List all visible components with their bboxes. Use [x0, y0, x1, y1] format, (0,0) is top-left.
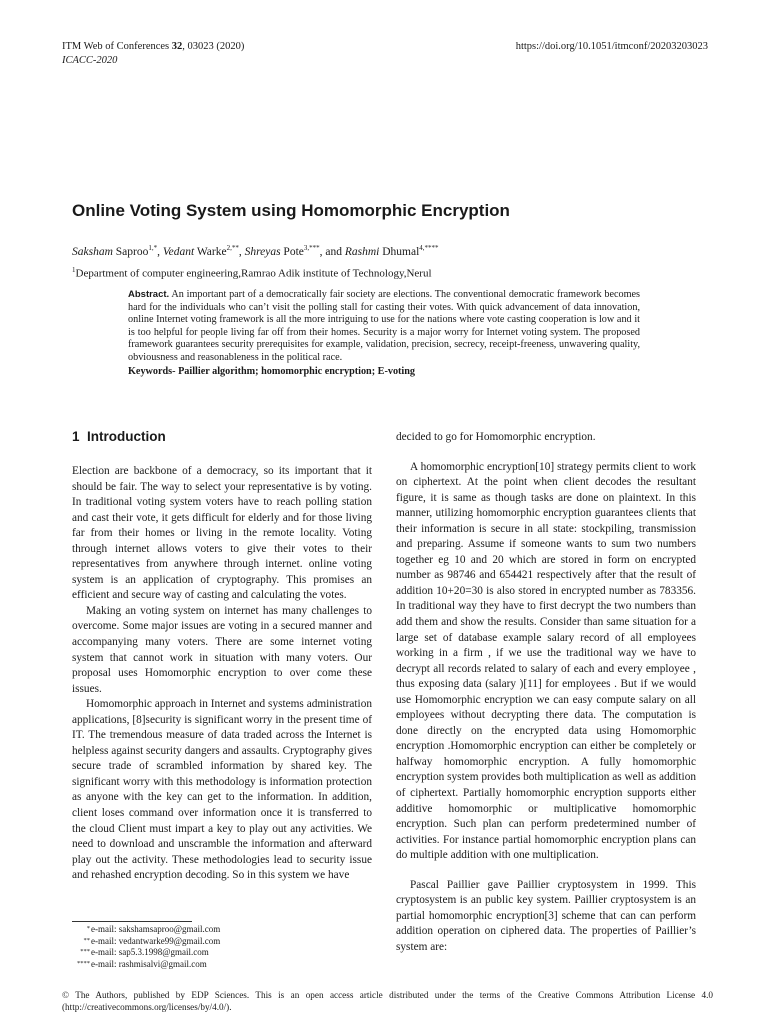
- journal-citation: ITM Web of Conferences 32, 03023 (2020): [62, 41, 245, 52]
- author: Rashmi Dhumal$^{4,****}$: [344, 244, 439, 258]
- body-paragraph: Making an voting system on internet has many challenges to overcome. Some major issues are voting in a secured manner and accompanying many voters. There are some internet voting system that cannot work in situation with many voters. Our proposal uses Homomorphic encryption to over come these issues.: [72, 604, 372, 695]
- footnotes: [72, 924, 220, 970]
- footnote: ** e-mail: vedantwarke99@gmail.com: [83, 935, 221, 946]
- author: Vedant Warke$^{2,**}$,: [162, 244, 245, 258]
- volume-number: 32: [171, 41, 183, 52]
- abstract-label: Abstract.: [128, 289, 170, 300]
- license-footer: © The Authors, published by EDP Sciences. This is an open access article distributed under the terms of the Creative Commons Attribution License 4.0 (http://creativecommons.org/licenses/by/4.0/).: [62, 990, 713, 1012]
- paper-title: Online Voting System using Homomorphic Encryption: [72, 201, 510, 220]
- body-paragraph: A homomorphic encryption[10] strategy permits client to work on ciphertext. At the point when client decodes the resultant figure, it is same as though tasks are done on plaintext. In this manner, utilizing homomorphic encryption guarantees clients that their information is secure in all state: stockpiling, transmission and preparing. Assume if someone wants to sum two numbers together eg 10 and 20 which are stored in form on encrypted number as 98746 and 654421 respectively after that the result of addition 10+20=30 is also stored in encrypted number as 783356. In traditional way they have to first decrypt the two numbers than add them and show the results. Consider than same situation for a large set of database example salary record of all employees working in a firm , if we use the traditional way we have to decrypt all records related to salary of each and every employee , thus exposing data (salary )[11] for employees . But if we would use Homomorphic encryption we can easy compute salary on all employees without decrypting there data. The computation is done directly on the encrypted data using Homomorphic encryption .Homomorphic encryption can either be completely or halfway homomorphic encryption. A fully homomorphic encryption system provides both multiplication as well as addition of ciphertext. Partially homomorphic encryption supports either additive homomorphic or multiplicative homomorphic encryption. Such plan can perform predetermined number of activities. For instance partial homomorphic encryption plans can do multiple addition with one multiplication.: [396, 460, 696, 862]
- running-header-left: [62, 40, 244, 68]
- author-list: [72, 241, 439, 260]
- section-heading: 1 Introduction: [72, 429, 166, 444]
- footnote: * e-mail: sakshamsaproo@gmail.com: [86, 924, 221, 934]
- abstract: [128, 289, 640, 378]
- abstract-body: Abstract. An important part of a democratically fair society are elections. The conventional democratic framework becomes hard for the individuals who can’t visit the polling stall for casting their votes. With quick advancement of data innovation, online Internet voting framework is all the more intriguing to use for the nations where vote casting cooperation is low and it is too helpful for people living far off from their homes. Security is a major worry for Internet voting system. The proposed framework guarantees security prerequisites for example, validation, precision, secrecy, receipt-freeness, unwavering quality, obviousness and reasonableness in the political race.: [128, 289, 640, 363]
- author: Saksham Saproo$^{1,*}$,: [72, 244, 163, 258]
- footnote: *** e-mail: sap5.3.1998@gmail.com: [80, 947, 209, 958]
- keywords: Keywords- Paillier algorithm; homomorphic encryption; E-voting: [128, 365, 416, 377]
- body-paragraph: decided to go for Homomorphic encryption.: [396, 431, 596, 443]
- body-paragraph: Homomorphic approach in Internet and systems administration applications, [8]security is significant worry in the present time of IT. The tremendous measure of data traded across the Internet is helpless against security dangers and assaults. Cryptography gives secure trade of scrambled information by shared key. The significant worry with this methodology is information protection as anyone with the key can get to the information. In addition, client loses command over information once it is transferred to the cloud Client must impart a key to play out any activities. We need to download and unscramble the information and afterward play out the activity. These methodologies lead to security issue and rehashed encryption decoding. So in this system we have: [72, 698, 372, 882]
- right-column: [396, 430, 696, 956]
- footnote-rule: [72, 921, 192, 922]
- affiliation: $^1$Department of computer engineering,Ramrao Adik institute of Technology,Nerul: [72, 266, 432, 280]
- author: Shreyas Pote$^{3,***}$, and: [244, 244, 345, 258]
- body-paragraph: Pascal Paillier gave Paillier cryptosystem in 1999. This cryptosystem is an public key system. Paillier cryptosystem is an partial homomorphic encryption[3] scheme that can can perform addition operation on ciphered data. The properties of Paillier’s system are:: [396, 878, 696, 953]
- body-paragraph: Election are backbone of a democracy, so its important that it should be fair. The way to select your representative is by voting. In traditional voting system voters have to reach polling station and cast their vote, it gets difficult for elderly and for those living far from their homes or living in the remote locality. Voting through internet allows voters to give their votes to their representatives from anywhere through internet. online voting system is an application of cryptography. This promises an efficient and secure way of casting and calculating the votes.: [72, 465, 372, 602]
- left-column: [72, 464, 372, 884]
- footnote: **** e-mail: rashmisalvi@gmail.com: [77, 958, 207, 969]
- doi-link[interactable]: https://doi.org/10.1051/itmconf/20203203023: [515, 41, 708, 52]
- conference-name: ICACC-2020: [62, 55, 118, 66]
